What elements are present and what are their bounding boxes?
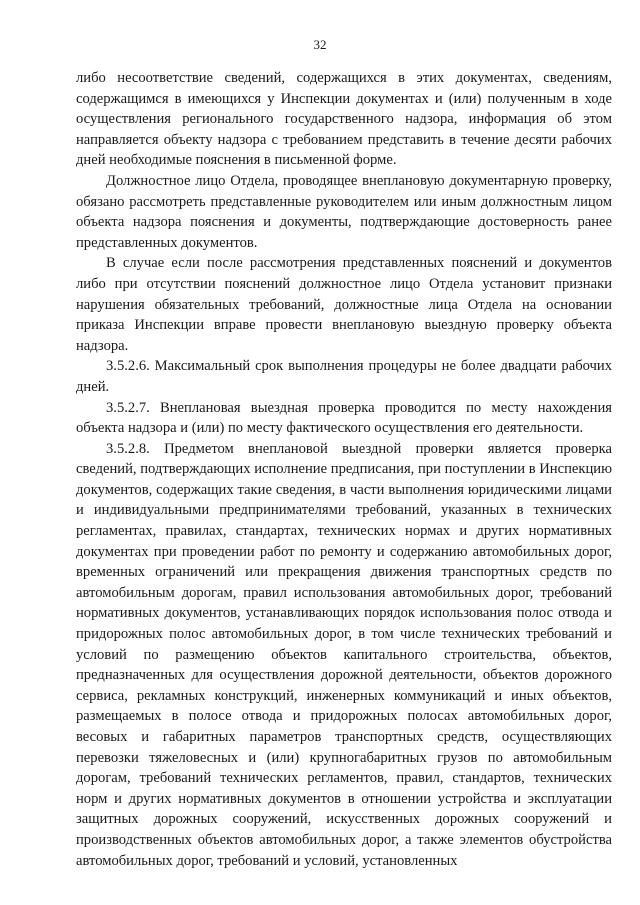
- paragraph-3-5-2-6: 3.5.2.6. Максимальный срок выполнения процедуры не более двадцати рабочих дней.: [76, 358, 612, 395]
- paragraph-continuation: либо несоответствие сведений, содержащихся в этих документах, сведениям, содержащимся в имеющихся у Инспекции документах и (или) полученным в ходе осуществления регионального государственного надзора, информация об этом направляется объекту надзора с требованием представить в течение десяти рабочих дней необходимые пояснения в письменной форме.: [76, 70, 612, 169]
- page-number: 32: [313, 37, 327, 52]
- paragraph-3-5-2-7: 3.5.2.7. Внеплановая выездная проверка проводится по месту нахождения объекта надзора и (или) по месту фактического осуществления его деятельности.: [76, 399, 612, 437]
- paragraph-official-review: Должностное лицо Отдела, проводящее внеплановую документарную проверку, обязано рассмотреть представленные руководителем или иным должностным лицом объекта надзора пояснения и документы, подтверждающие достоверность ранее представленных документов.: [76, 172, 612, 251]
- paragraph-3-5-2-8: 3.5.2.8. Предметом внеплановой выездной проверки является проверка сведений, подтверждающих исполнение предписания, при поступлении в Инспекцию документов, содержащих такие сведения, в части выполнения юридическими лицами и индивидуальными предпринимателями требований, указанных в технических регламентах, правилах, стандартах, технических нормах и других нормативных документах при проведении работ по ремонту и содержанию автомобильных дорог, временных ограничений или прекращения движения транспортных средств по автомобильным дорогам, правил использования автомобильных дорог, требований нормативных документов, устанавливающих порядок использования полос отвода и придорожных полос автомобильных дорог, в том числе технических требований и условий по размещению объектов капитального строительства, объектов, предназначенных для осуществления дорожной деятельности, объектов дорожного сервиса, рекламных конструкций, инженерных коммуникаций и иных объектов, размещаемых в полосе отвода и придорожных полосах автомобильных дорог, весовых и габаритных параметров транспортных средств, осуществляющих перевозки тяжеловесных и (или) крупногабаритных грузов по автомобильным дорогам, требований технических регламентов, правил, стандартов, технических норм и других нормативных документов в отношении устройства и эксплуатации защитных дорожных сооружений, искусственных дорожных сооружений и производственных объектов автомобильных дорог, а также элементов обустройства автомобильных дорог, требований и условий, установленных: [76, 440, 612, 869]
- paragraph-violation-case: В случае если после рассмотрения представленных пояснений и документов либо при отсутствии пояснений должностное лицо Отдела установит признаки нарушения обязательных требований, должностные лица Отдела на основании приказа Инспекции вправе провести внеплановую выездную проверку объекта надзора.: [76, 255, 612, 354]
- document-body: [76, 68, 612, 871]
